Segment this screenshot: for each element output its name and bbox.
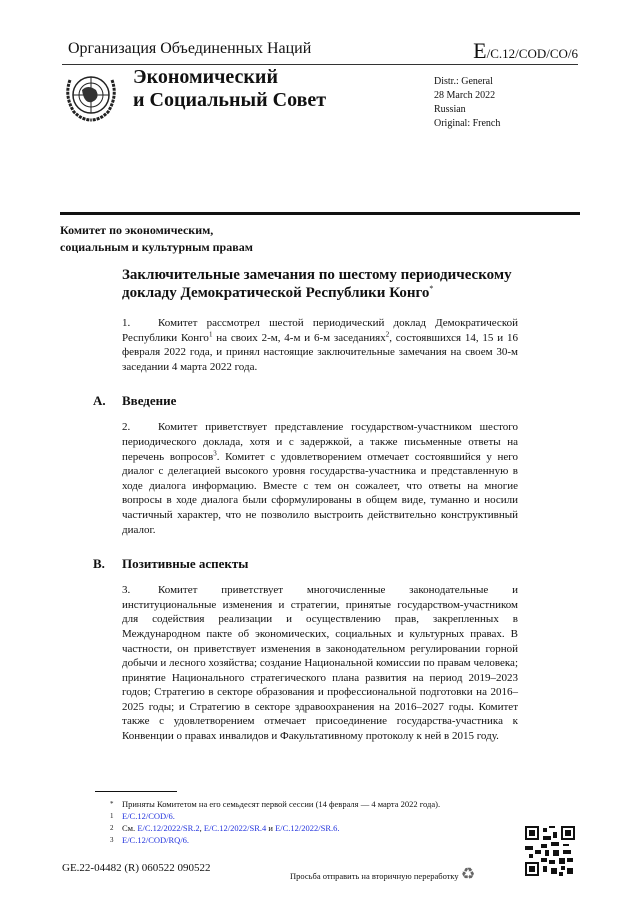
document-link[interactable]: E/C.12/2022/SR.2 (137, 823, 200, 833)
document-link[interactable]: E/C.12/2022/SR.4 (203, 823, 267, 833)
separator: и (266, 823, 276, 833)
committee-name (60, 222, 253, 256)
paragraph-3 (122, 583, 518, 744)
paragraph-1 (122, 316, 518, 374)
committee-line-1: Комитет по экономическим, (60, 223, 214, 237)
footnote-1 (110, 810, 175, 822)
distribution: Distr.: General (434, 76, 493, 87)
council-name (133, 66, 326, 112)
footnote-text: См. (122, 823, 138, 833)
text: . Комитет с удовлетворением отмечает состоявшийся у него диалог с делегацией высокого уровня государства-участника и представленную в ходе диалога информацию. Вместе с тем он сожалеет, что ответы на многие вопросы в ходе диалога были сформулированы в общем виде, туманно и носили частичный характер, что не позволило выстроить действительно конструктивный диалог. (122, 450, 519, 536)
footnote-ref[interactable]: 1 (208, 329, 213, 338)
footnote-ref[interactable]: 2 (385, 329, 390, 338)
document-symbol (473, 38, 578, 64)
text: , состоявшихся 14, 15 и 16 февраля 2022 года, и принял настоящие заключительные замечания на своем 30-м заседании 4 марта 2022 года. (122, 331, 518, 373)
text: Комитет рассмотрел шестой периодический доклад Демократической Республики Конго (122, 317, 518, 344)
organization-name: Организация Объединенных Наций (68, 40, 312, 57)
section-b-heading (0, 555, 640, 573)
paragraph-2 (122, 420, 518, 537)
document-link[interactable]: E/C.12/COD/RQ/6. (122, 835, 190, 845)
footnote-mark: 1 (110, 812, 114, 820)
committee-line-2: социальным и культурным правам (60, 240, 253, 254)
job-number: GE.22-04482 (R) 060522 090522 (62, 862, 211, 874)
thick-rule (60, 212, 580, 215)
document-body (0, 266, 640, 744)
header-rule (62, 64, 578, 65)
text: на своих 2-м, 4-м и 6-м заседаниях (212, 331, 386, 344)
distribution-block (434, 75, 500, 131)
footnote-ref[interactable]: 3 (213, 448, 217, 457)
document-link[interactable]: E/C.12/2022/SR.6. (275, 823, 340, 833)
paragraph-number: 1. (122, 317, 131, 329)
footnote-3 (110, 834, 189, 846)
council-line-2: и Социальный Совет (133, 89, 327, 111)
symbol-letter: E (473, 38, 487, 63)
footnote-rule (95, 791, 177, 792)
footnote-mark: 3 (110, 836, 114, 844)
footnote-mark: 2 (110, 824, 114, 832)
footnote-text: Приняты Комитетом на его семьдесят первой сессии (14 февраля — 4 марта 2022 года). (122, 799, 441, 809)
separator: , (199, 823, 204, 833)
qr-code-icon (525, 826, 575, 876)
original-language: Original: French (434, 118, 501, 129)
section-letter: A. (93, 393, 106, 409)
footnote-star (110, 798, 440, 810)
document-title (122, 266, 542, 302)
un-emblem-icon (62, 68, 120, 122)
recycle-icon: ♻ (460, 866, 476, 883)
document-link[interactable]: E/C.12/COD/6. (122, 811, 175, 821)
paragraph-number: 2. (122, 421, 131, 434)
text: Комитет приветствует многочисленные законодательные и институциональные изменения и стратегии, принятые государством-участником для содействия реализации и осуществлению прав, закрепленных в Международном пакте об экономических, социальных и культурных правах. В частности, он приветствует изменения в законодательном регулировании горной добычи и лесного хозяйства; создание Национальной комиссии по правам человека; принятие Национального стратегического плана развития на период 2019–2023 годов; Стратегию в секторе образования и профессиональной подготовки на 2016–2025 годы; и Стратегию в секторе здравоохранения на 2016–2027 годы. Комитет также с удовлетворением отмечает присоединение государства-участника к Конвенции о правах инвалидов и Факультативному протоколу к ней в 2015 году. (122, 584, 518, 743)
language: Russian (434, 104, 466, 115)
symbol-rest: /C.12/COD/CO/6 (486, 46, 578, 61)
recycle-note (290, 864, 475, 884)
title-footnote-mark: * (429, 284, 434, 293)
section-title: Позитивные аспекты (122, 556, 249, 572)
date: 28 March 2022 (434, 90, 496, 101)
paragraph-number: 3. (122, 584, 131, 597)
council-line-1: Экономический (133, 66, 278, 88)
text: Комитет приветствует представление государством-участником шестого периодического доклада, хотя и с задержкой, а также письменные ответы на перечень вопросов (122, 421, 518, 463)
footnote-2 (110, 822, 340, 834)
recycle-text: Просьба отправить на вторичную переработку (290, 871, 459, 881)
section-letter: B. (93, 556, 105, 572)
footnote-mark: * (110, 800, 114, 808)
title-text: Заключительные замечания по шестому периодическому докладу Демократической Республики Конго (122, 267, 512, 301)
section-a-heading (0, 392, 640, 410)
section-title: Введение (122, 393, 177, 409)
